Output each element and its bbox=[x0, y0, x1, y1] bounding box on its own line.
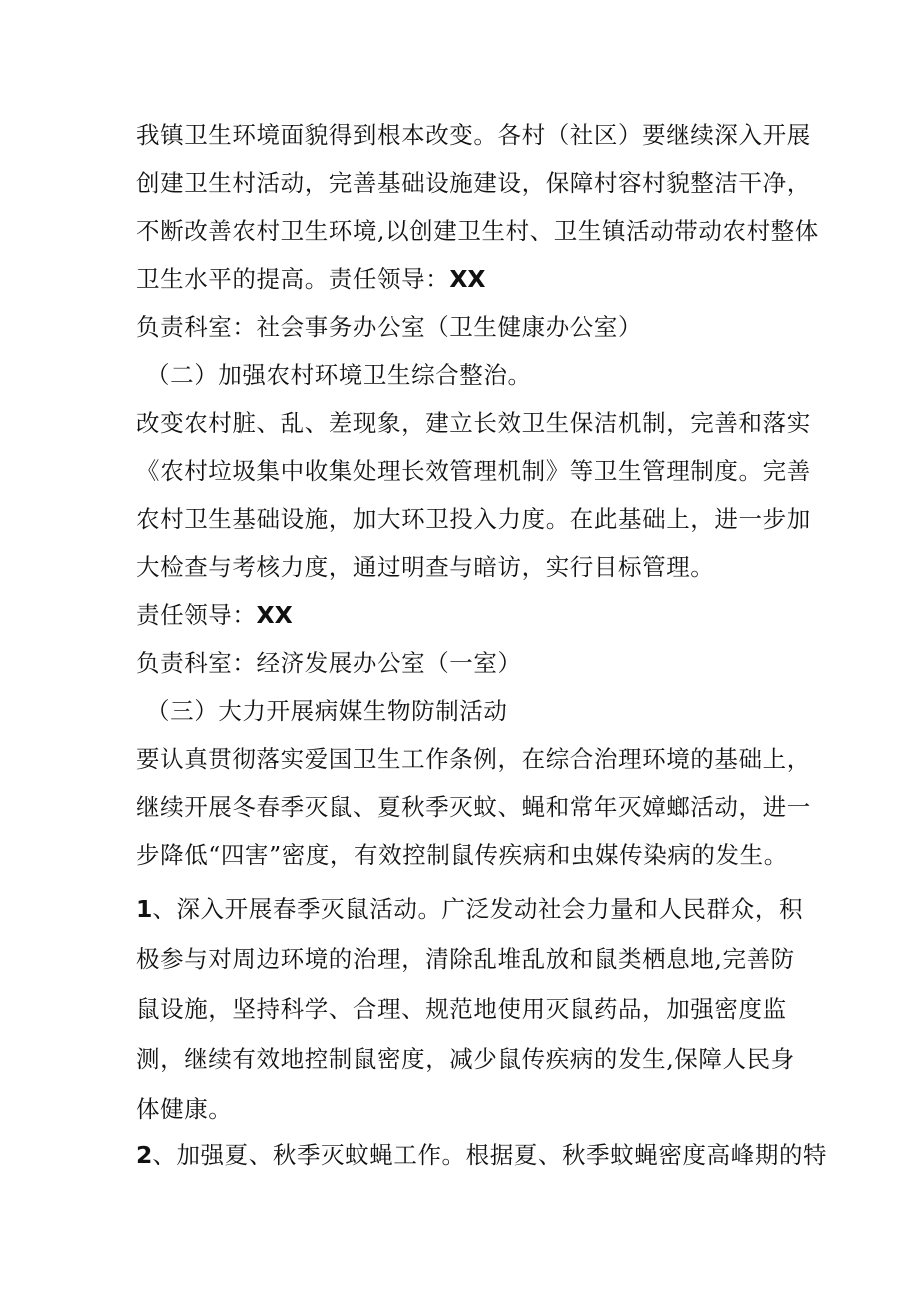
responsible-leader-name: XX bbox=[449, 265, 486, 293]
responsible-leader-label: 责任领导： bbox=[136, 601, 257, 629]
text-line: 鼠设施，坚持科学、合理、规范地使用灭鼠药品，加强密度监 bbox=[136, 995, 787, 1023]
item-text: 、深入开展春季灭鼠活动。广泛发动社会力量和人民群众，积 bbox=[152, 895, 804, 923]
text-line: 极参与对周边环境的治理，清除乱堆乱放和鼠类栖息地,完善防 bbox=[136, 945, 795, 973]
responsible-leader-name: XX bbox=[256, 601, 293, 629]
item-number: 2 bbox=[136, 1141, 153, 1169]
section-heading: （三）大力开展病媒生物防制活动 bbox=[146, 697, 508, 725]
text-line bbox=[136, 264, 486, 294]
text-line: 农村卫生基础设施，加大环卫投入力度。在此基础上，进一步加 bbox=[136, 505, 811, 533]
item-text: 、加强夏、秋季灭蚊蝇工作。根据夏、秋季蚊蝇密度高峰期的特 bbox=[152, 1141, 828, 1169]
text-line: 步降低“四害”密度，有效控制鼠传疾病和虫媒传染病的发生。 bbox=[136, 841, 788, 869]
text-line: 改变农村脏、乱、差现象，建立长效卫生保洁机制，完善和落实 bbox=[136, 409, 811, 437]
responsible-department: 负责科室：社会事务办公室（卫生健康办公室） bbox=[136, 313, 643, 341]
text-line: 继续开展冬春季灭鼠、夏秋季灭蚊、蝇和常年灭嫜螂活动，进一 bbox=[136, 793, 811, 821]
text-line: 不断改善农村卫生环境,以创建卫生村、卫生镇活动带动农村整体 bbox=[136, 217, 819, 245]
text-line bbox=[136, 894, 803, 924]
section-heading: （二）加强农村环境卫生综合整治。 bbox=[146, 361, 532, 389]
text-line: 《农村垃圾集中收集处理长效管理机制》等卫生管理制度。完善 bbox=[136, 457, 811, 485]
text-line: 我镇卫生环境面貌得到根本改变。各村（社区）要继续深入开展 bbox=[136, 121, 811, 149]
responsible-leader-label: 卫生水平的提高。责任领导： bbox=[136, 265, 450, 293]
text-line: 体健康。 bbox=[136, 1095, 233, 1123]
text-line: 大检查与考核力度，通过明查与暗访，实行目标管理。 bbox=[136, 553, 715, 581]
text-line bbox=[136, 1140, 827, 1170]
text-line: 创建卫生村活动，完善基础设施建设，保障村容村貌整洁干净， bbox=[136, 169, 811, 197]
responsible-department: 负责科室：经济发展办公室（一室） bbox=[136, 649, 522, 677]
text-line: 测，继续有效地控制鼠密度，减少鼠传疾病的发生,保障人民身 bbox=[136, 1045, 795, 1073]
text-line bbox=[136, 600, 293, 630]
text-line: 要认真贯彻落实爱国卫生工作条例，在综合治理环境的基础上， bbox=[136, 745, 811, 773]
item-number: 1 bbox=[136, 895, 153, 923]
